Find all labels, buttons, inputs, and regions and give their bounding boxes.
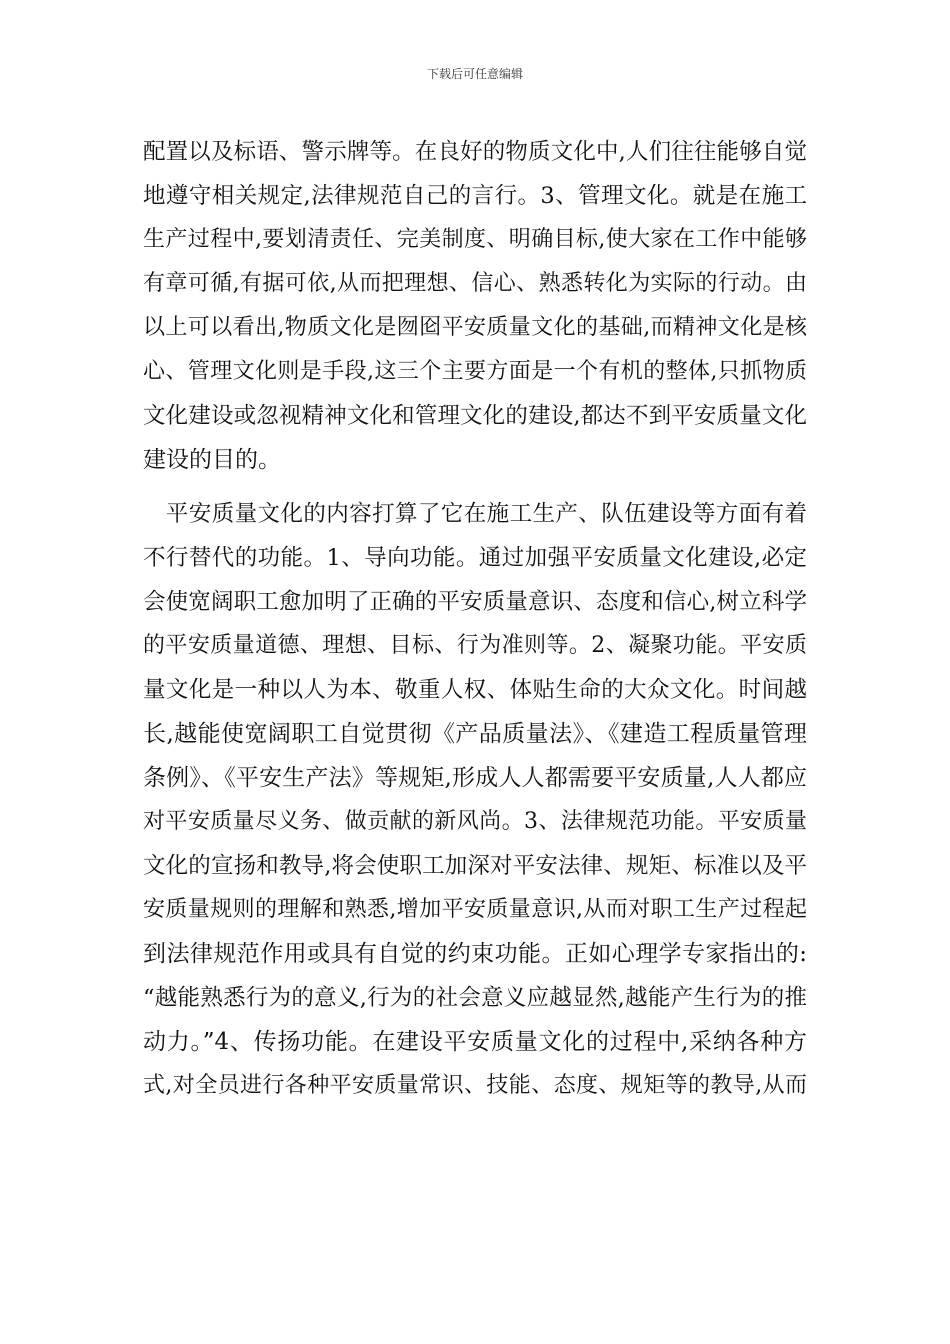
paragraph-1 bbox=[143, 130, 807, 482]
text-line: 地遵守相关规定,法律规范自己的言行。3、管理文化。就是在施工 bbox=[143, 183, 807, 209]
text-line: 不行替代的功能。1、导向功能。通过加强平安质量文化建设,必定 bbox=[143, 545, 807, 571]
text-line: “越能熟悉行为的意义,行为的社会意义应越显然,越能产生行为的推 bbox=[143, 985, 807, 1011]
text-line: 安质量规则的理解和熟悉,增加平安质量意识,从而对职工生产过程起 bbox=[143, 897, 807, 922]
text-line: 量文化是一种以人为本、敬重人权、体贴生命的大众文化。时间越 bbox=[143, 677, 807, 703]
text-line: 长,越能使宽阔职工自觉贯彻《产品质量法》、《建造工程质量管理 bbox=[143, 721, 807, 747]
text-line: 有章可循,有据可依,从而把理想、信心、熟悉转化为实际的行动。由 bbox=[143, 271, 807, 296]
text-line: 动力。”4、传扬功能。在建设平安质量文化的过程中,采纳各种方 bbox=[143, 1029, 807, 1055]
text-line: 生产过程中,要划清责任、完美制度、明确目标,使大家在工作中能够 bbox=[143, 227, 807, 252]
text-line: 的平安质量道德、理想、目标、行为准则等。2、凝聚功能。平安质 bbox=[143, 633, 807, 658]
text-line: 会使宽阔职工愈加明了正确的平安质量意识、态度和信心,树立科学 bbox=[143, 589, 807, 615]
text-line: 文化的宣扬和教导,将会使职工加深对平安法律、规矩、标准以及平 bbox=[143, 853, 807, 879]
text-line: 条例》、《平安生产法》等规矩,形成人人都需要平安质量,人人都应 bbox=[143, 765, 807, 791]
text-line: 文化建设或忽视精神文化和管理文化的建设,都达不到平安质量文化 bbox=[143, 403, 807, 429]
text-line: 建设的目的。 bbox=[143, 447, 281, 473]
text-line: 配置以及标语、警示牌等。在良好的物质文化中,人们往往能够自觉 bbox=[143, 139, 807, 165]
text-line: 到法律规范作用或具有自觉的约束功能。正如心理学专家指出的: bbox=[143, 941, 807, 967]
text-line: 对平安质量尽义务、做贡献的新风尚。3、法律规范功能。平安质量 bbox=[143, 809, 807, 834]
page-header: 下载后可任意编辑 bbox=[426, 67, 523, 81]
text-line: 式,对全员进行各种平安质量常识、技能、态度、规矩等的教导,从而 bbox=[143, 1073, 807, 1098]
text-line: 心、管理文化则是手段,这三个主要方面是一个有机的整体,只抓物质 bbox=[143, 359, 807, 384]
text-line: 平安质量文化的内容打算了它在施工生产、队伍建设等方面有着 bbox=[143, 501, 807, 527]
paragraph-2 bbox=[143, 492, 807, 1108]
text-line: 以上可以看出,物质文化是囫囵平安质量文化的基础,而精神文化是核 bbox=[143, 315, 807, 340]
document-body bbox=[143, 130, 807, 1108]
paragraph-gap bbox=[143, 482, 807, 492]
